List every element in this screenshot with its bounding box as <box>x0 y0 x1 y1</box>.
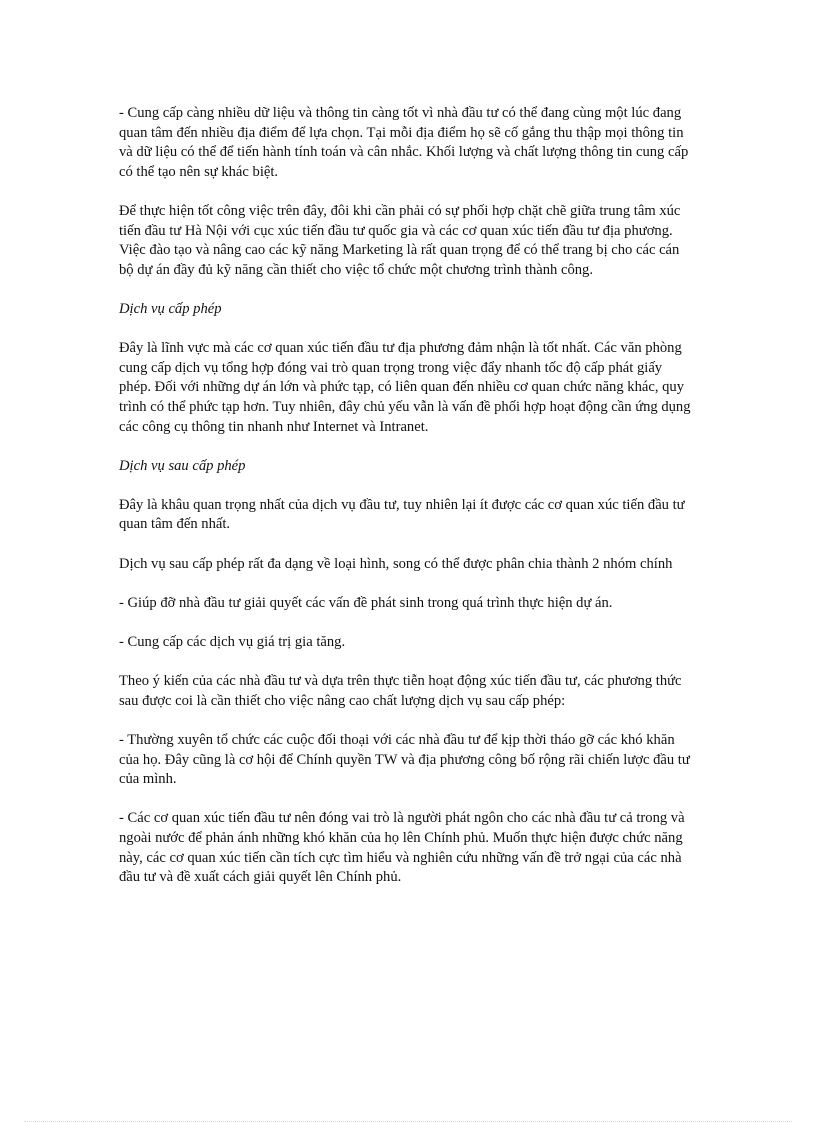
heading-post-licensing-service: Dịch vụ sau cấp phép <box>119 457 246 474</box>
paragraph-investor-opinions: Theo ý kiến của các nhà đầu tư và dựa trên thực tiễn hoạt động xúc tiến đầu tư, các phương thức sau được coi là cần thiết cho việc nâng cao chất lượng dịch vụ sau cấp phép: <box>119 673 682 709</box>
heading-licensing-service: Dịch vụ cấp phép <box>119 300 222 317</box>
list-item-help-investors: - Giúp đỡ nhà đầu tư giải quyết các vấn đề phát sinh trong quá trình thực hiện dự án. <box>119 594 613 611</box>
list-item-value-added: - Cung cấp các dịch vụ giá trị gia tăng. <box>119 634 346 651</box>
list-item-spokesperson: - Các cơ quan xúc tiến đầu tư nên đóng vai trò là người phát ngôn cho các nhà đầu tư cả trong và ngoài nước để phản ánh những khó khăn của họ lên Chính phủ. Muốn thực hiện được chức năng này, các cơ quan xúc tiến cần tích cực tìm hiểu và nghiên cứu những vấn đề trở ngại của các nhà đầu tư và đề xuất cách giải quyết lên Chính phủ. <box>119 810 685 886</box>
paragraph-data-provision: - Cung cấp càng nhiều dữ liệu và thông tin càng tốt vì nhà đầu tư có thể đang cùng một lúc đang quan tâm đến nhiều địa điểm để lựa chọn. Tại mỗi địa điểm họ sẽ cố gắng thu thập mọi thông tin và dữ liệu có thể để tiến hành tính toán và cân nhắc. Khối lượng và chất lượng thông tin cung cấp có thể tạo nên sự khác biệt. <box>119 105 689 180</box>
document-page <box>119 104 697 907</box>
page-bottom-divider <box>24 1121 792 1122</box>
paragraph-coordination: Để thực hiện tốt công việc trên đây, đôi khi cần phải có sự phối hợp chặt chẽ giữa trung tâm xúc tiến đầu tư Hà Nội với cục xúc tiến đầu tư quốc gia và các cơ quan xúc tiến đầu tư địa phương. Việc đào tạo và nâng cao các kỹ năng Marketing là rất quan trọng để có thể trang bị cho các cán bộ dự án đầy đủ kỹ năng cần thiết cho việc tổ chức một chương trình thành công. <box>119 202 681 278</box>
paragraph-post-licensing-importance: Đây là khâu quan trọng nhất của dịch vụ đầu tư, tuy nhiên lại ít được các cơ quan xúc tiến đầu tư quan tâm đến nhất. <box>119 496 685 533</box>
paragraph-licensing: Đây là lĩnh vực mà các cơ quan xúc tiến đầu tư địa phương đảm nhận là tốt nhất. Các văn phòng cung cấp dịch vụ tổng hợp đóng vai trò quan trọng trong việc đẩy nhanh tốc độ cấp phát giấy phép. Đối với những dự án lớn và phức tạp, có liên quan đến nhiều cơ quan chức năng khác, quy trình có thể phức tạp hơn. Tuy nhiên, đây chủ yếu vẫn là vấn đề phối hợp hoạt động cần ứng dụng các công cụ thông tin nhanh như Internet và Intranet. <box>119 340 691 435</box>
paragraph-post-licensing-groups: Dịch vụ sau cấp phép rất đa dạng về loại hình, song có thể được phân chia thành 2 nhóm chính <box>119 555 673 572</box>
list-item-dialogues: - Thường xuyên tổ chức các cuộc đối thoại với các nhà đầu tư để kịp thời tháo gỡ các khó khăn của họ. Đây cũng là cơ hội để Chính quyền TW và địa phương công bố rộng rãi chiến lược đầu tư của mình. <box>119 732 690 788</box>
